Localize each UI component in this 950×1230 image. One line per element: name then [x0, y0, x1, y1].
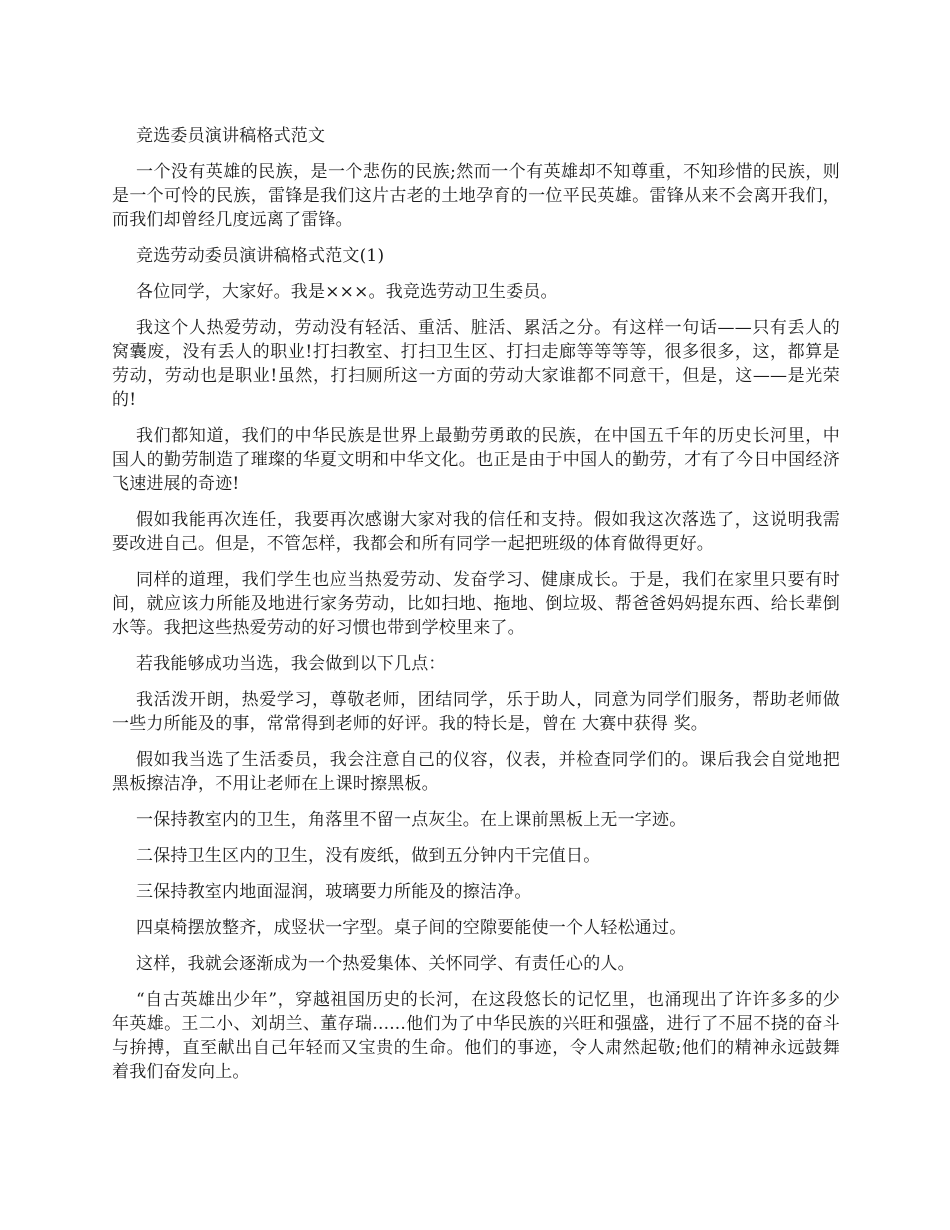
paragraph: 一个没有英雄的民族，是一个悲伤的民族;然而一个有英雄却不知尊重，不知珍惜的民族，则是一个可怜的民族，雷锋是我们这片古老的土地孕育的一位平民英雄。雷锋从来不会离开我们，而我们却曾经几度远离了雷锋。: [112, 162, 840, 230]
paragraph: 我们都知道，我们的中华民族是世界上最勤劳勇敢的民族，在中国五千年的历史长河里，中国人的勤劳制造了璀璨的华夏文明和中华文化。也正是由于中国人的勤劳，才有了今日中国经济飞速进展的奇迹!: [112, 426, 840, 494]
paragraph: 假如我能再次连任，我要再次感谢大家对我的信任和支持。假如我这次落选了，这说明我需要改进自己。但是，不管怎样，我都会和所有同学一起把班级的体育做得更好。: [112, 510, 840, 554]
paragraph: 这样，我就会逐渐成为一个热爱集体、关怀同学、有责任心的人。: [136, 954, 635, 974]
document-body: [112, 124, 840, 1096]
paragraph: 各位同学，大家好。我是×××。我竞选劳动卫生委员。: [136, 282, 558, 302]
list-item: 一保持教室内的卫生，角落里不留一点灰尘。在上课前黑板上无一字迹。: [136, 810, 687, 830]
section-heading: 竞选劳动委员演讲稿格式范文(1): [136, 246, 385, 266]
document-title: 竞选委员演讲稿格式范文: [136, 126, 326, 146]
paragraph: 我活泼开朗，热爱学习，尊敬老师，团结同学，乐于助人，同意为同学们服务，帮助老师做一些力所能及的事，常常得到老师的好评。我的特长是，曾在 大赛中获得 奖。: [112, 690, 840, 734]
list-item: 二保持卫生区内的卫生，没有废纸，做到五分钟内干完值日。: [136, 846, 601, 866]
paragraph: 我这个人热爱劳动，劳动没有轻活、重活、脏活、累活之分。有这样一句话——只有丢人的窝囊废，没有丢人的职业!打扫教室、打扫卫生区、打扫走廊等等等等，很多很多，这，都算是劳动，劳动也是职业!虽然，打扫厕所这一方面的劳动大家谁都不同意干，但是，这——是光荣的!: [112, 318, 840, 410]
list-item: 三保持教室内地面湿润，玻璃要力所能及的擦洁净。: [136, 882, 532, 902]
paragraph: 同样的道理，我们学生也应当热爱劳动、发奋学习、健康成长。于是，我们在家里只要有时间，就应该力所能及地进行家务劳动，比如扫地、拖地、倒垃圾、帮爸爸妈妈提东西、给长辈倒水等。我把这些热爱劳动的好习惯也带到学校里来了。: [112, 570, 840, 638]
paragraph: 假如我当选了生活委员，我会注意自己的仪容，仪表，并检查同学们的。课后我会自觉地把黑板擦洁净，不用让老师在上课时擦黑板。: [112, 750, 840, 794]
paragraph: “自古英雄出少年”，穿越祖国历史的长河，在这段悠长的记忆里，也涌现出了许许多多的少年英雄。王二小、刘胡兰、董存瑞......他们为了中华民族的兴旺和强盛，进行了不屈不挠的奋斗与拚搏，直至献出自己年轻而又宝贵的生命。他们的事迹，令人肃然起敬;他们的精神永远鼓舞着我们奋发向上。: [112, 990, 840, 1082]
list-item: 四桌椅摆放整齐，成竖状一字型。桌子间的空隙要能使一个人轻松通过。: [136, 918, 687, 938]
paragraph: 若我能够成功当选，我会做到以下几点：: [136, 654, 446, 674]
